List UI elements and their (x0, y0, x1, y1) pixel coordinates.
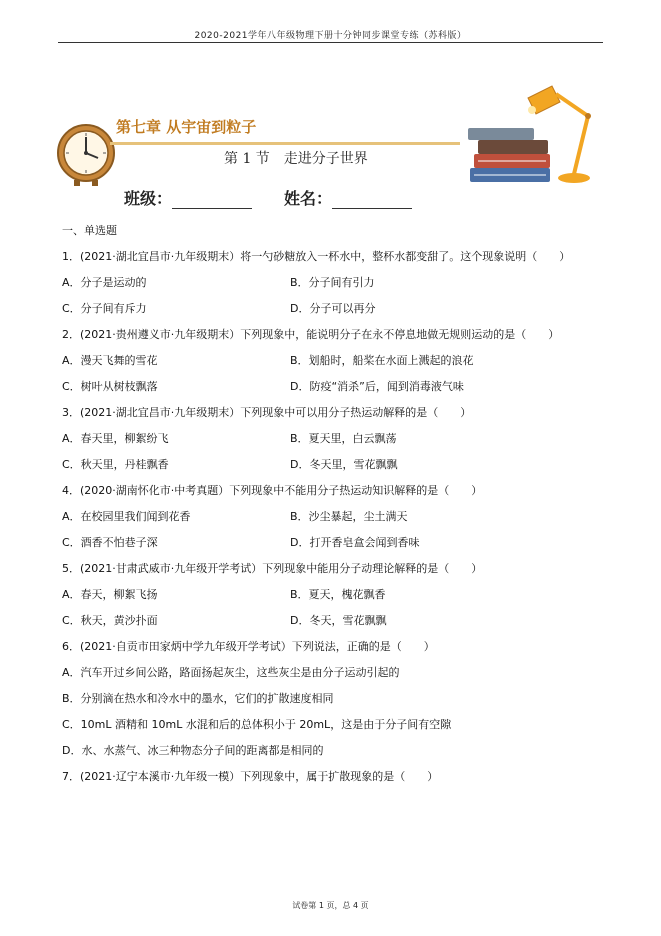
question-stem: 3．(2021·湖北宜昌市·九年级期末）下列现象中可以用分子热运动解释的是（ ） (62, 406, 472, 419)
class-blank[interactable] (172, 208, 252, 209)
option-d: D．打开香皂盒会闻到香味 (290, 536, 420, 549)
question-stem: 1．(2021·湖北宜昌市·九年级期末）将一勺砂糖放入一杯水中，整杯水都变甜了。这个现象说明（ ） (62, 250, 571, 263)
running-header: 2020-2021学年八年级物理下册十分钟同步课堂专练（苏科版） (194, 31, 467, 41)
name-label: 姓名： (284, 189, 333, 208)
question-4 (62, 478, 607, 556)
student-info-row (124, 186, 444, 209)
class-label: 班级： (124, 189, 173, 208)
books-icon (468, 128, 550, 182)
question-2 (62, 322, 607, 400)
question-3 (62, 400, 607, 478)
option-c: C．10mL 酒精和 10mL 水混和后的总体积小于 20mL，这是由于分子间有空隙 (62, 718, 452, 731)
option-b: B．夏天，槐花飘香 (290, 588, 386, 601)
name-blank[interactable] (332, 208, 412, 209)
question-7 (62, 764, 607, 790)
header-rule (58, 42, 603, 43)
option-a: A．春天里，柳絮纷飞 (62, 432, 169, 445)
question-stem: 6．(2021·自贡市田家炳中学九年级开学考试）下列说法，正确的是（ ） (62, 640, 435, 653)
option-c: C．酒香不怕巷子深 (62, 536, 158, 549)
question-5 (62, 556, 607, 634)
clock-icon (58, 125, 114, 186)
option-a: A．汽车开过乡间公路，路面扬起灰尘，这些灰尘是由分子运动引起的 (62, 666, 400, 679)
banner-divider (110, 142, 460, 145)
option-d: D．水、水蒸气、冰三种物态分子间的距离都是相同的 (62, 744, 324, 757)
question-6 (62, 634, 607, 764)
option-d: D．防疫“消杀”后，闻到消毒液气味 (290, 380, 464, 393)
option-b: B．分子间有引力 (290, 276, 375, 289)
question-stem: 4．(2020·湖南怀化市·中考真题）下列现象中不能用分子热运动知识解释的是（ ） (62, 484, 483, 497)
option-c: C．秋天，黄沙扑面 (62, 614, 158, 627)
option-a: A．漫天飞舞的雪花 (62, 354, 158, 367)
question-stem: 2．(2021·贵州遵义市·九年级期末）下列现象中，能说明分子在永不停息地做无规则运动的是（ ） (62, 328, 560, 341)
option-b: B．划船时，船桨在水面上溅起的浪花 (290, 354, 474, 367)
option-d: D．冬天，雪花飘飘 (290, 614, 387, 627)
option-b: B．分别滴在热水和冷水中的墨水，它们的扩散速度相同 (62, 692, 334, 705)
option-b: B．沙尘暴起，尘土满天 (290, 510, 408, 523)
option-a: A．分子是运动的 (62, 276, 147, 289)
chapter-title: 第七章 从宇宙到粒子 (116, 118, 257, 136)
option-c: C．分子间有斥力 (62, 302, 147, 315)
option-d: D．分子可以再分 (290, 302, 376, 315)
question-stem: 7．(2021·辽宁本溪市·九年级一模）下列现象中，属于扩散现象的是（ ） (62, 770, 439, 783)
option-a: A．春天，柳絮飞扬 (62, 588, 158, 601)
option-b: B．夏天里，白云飘荡 (290, 432, 397, 445)
page-footer: 试卷第 1 页，总 4 页 (292, 901, 369, 910)
question-list (62, 222, 607, 790)
section-heading: 一、单选题 (62, 224, 117, 237)
section-title: 第 1 节 走进分子世界 (224, 151, 368, 167)
option-a: A．在校园里我们闻到花香 (62, 510, 191, 523)
question-1 (62, 244, 607, 322)
question-stem: 5．(2021·甘肃武威市·九年级开学考试）下列现象中能用分子动理论解释的是（ ） (62, 562, 483, 575)
option-c: C．树叶从树枝飘落 (62, 380, 158, 393)
option-d: D．冬天里，雪花飘飘 (290, 458, 398, 471)
option-c: C．秋天里，丹桂飘香 (62, 458, 169, 471)
